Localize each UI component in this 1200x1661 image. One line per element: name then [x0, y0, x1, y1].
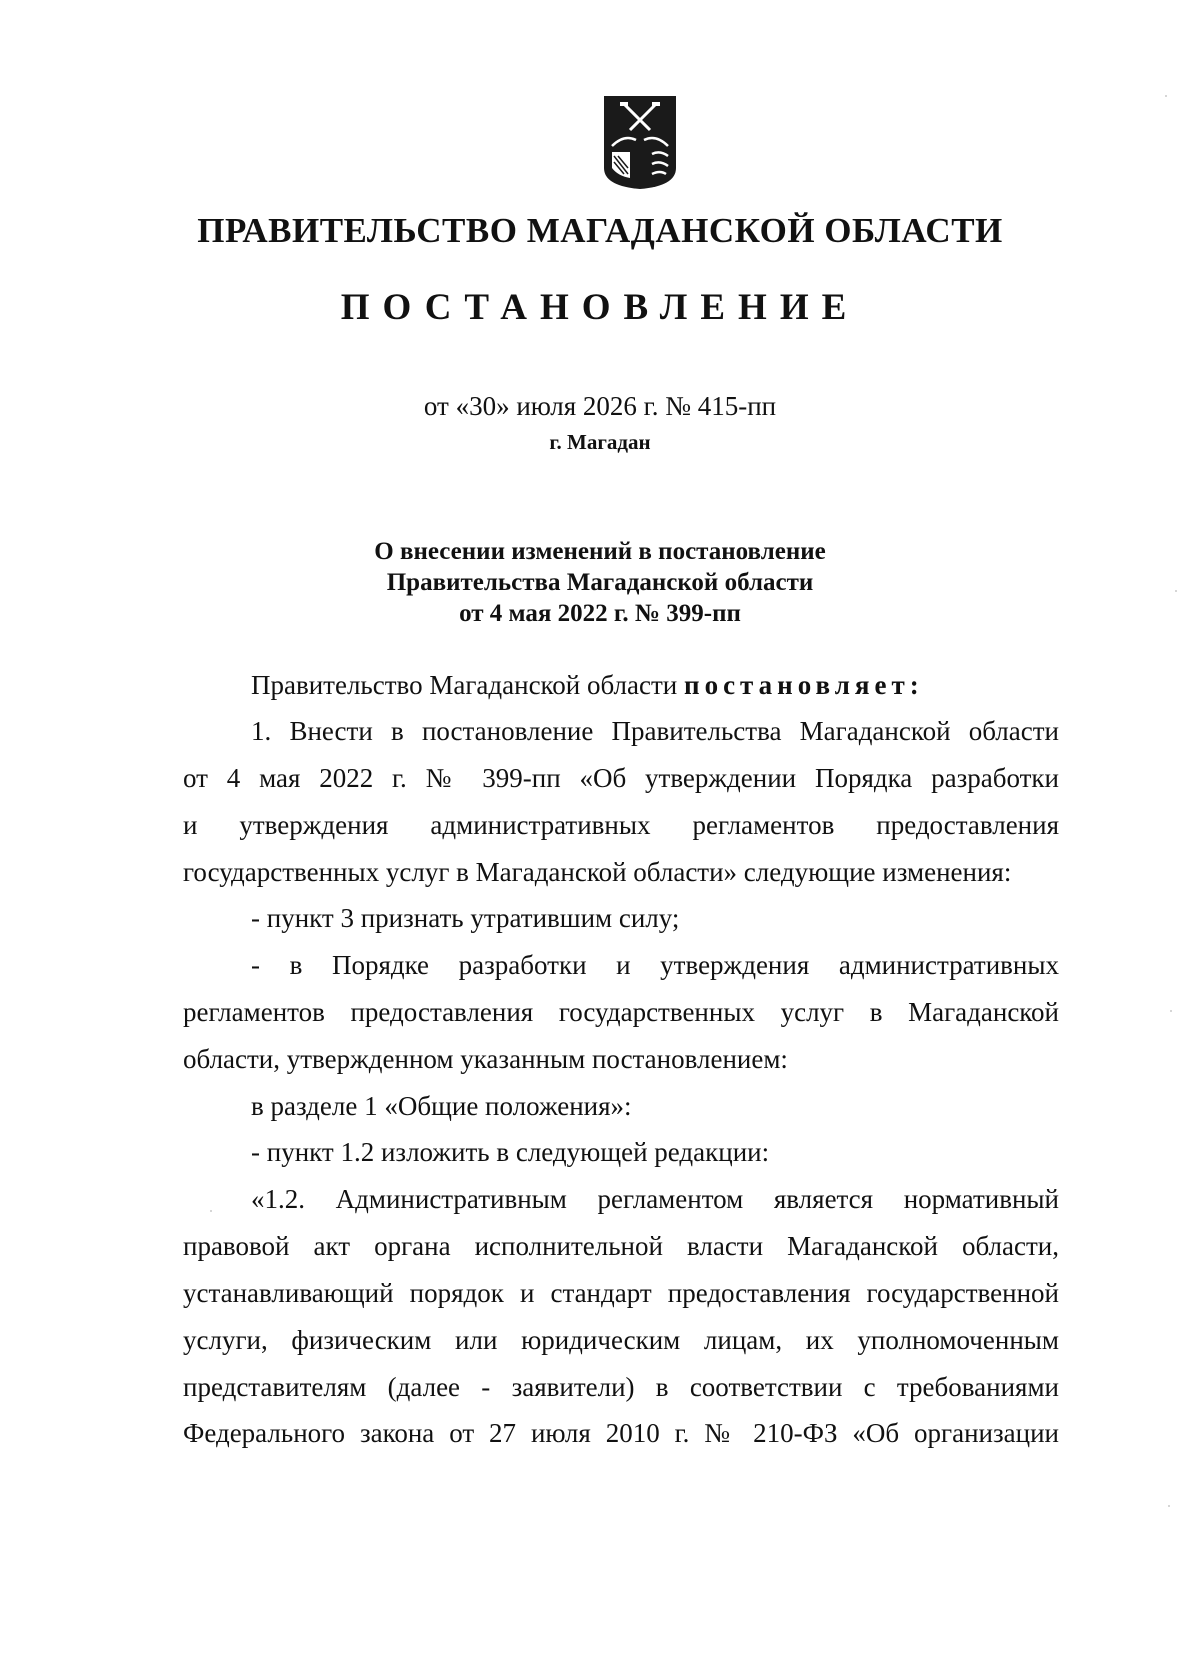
subject-line: от 4 мая 2022 г. № 399-пп [459, 600, 741, 627]
document-city: г. Магадан [549, 430, 651, 454]
body-line: - пункт 1.2 изложить в следующей редакции: [251, 1137, 770, 1167]
subject-line: О внесении изменений в постановление [374, 538, 826, 565]
body-line: представителям (далее - заявители) в соответствии с требованиями [183, 1372, 1059, 1402]
scan-speck [1168, 1505, 1170, 1507]
body-line: устанавливающий порядок и стандарт предоставления государственной [183, 1278, 1059, 1308]
document-type-title: ПОСТАНОВЛЕНИЕ [340, 287, 860, 328]
body-line: государственных услуг в Магаданской области» следующие изменения: [183, 857, 1012, 887]
body-line: и утверждения административных регламентов предоставления [183, 810, 1059, 840]
preamble-action: постановляет: [684, 670, 924, 700]
body-line: Федерального закона от 27 июля 2010 г. № 210-ФЗ «Об организации [183, 1418, 1059, 1448]
body-line: в разделе 1 «Общие положения»: [251, 1091, 632, 1121]
body-line: правовой акт органа исполнительной власти Магаданской области, [183, 1231, 1059, 1261]
magadan-coat-of-arms-icon [600, 94, 680, 190]
body-line: области, утвержденном указанным постановлением: [183, 1044, 788, 1074]
scan-speck [210, 1210, 212, 1212]
body-line: услуги, физическим или юридическим лицам, их уполномоченным [183, 1325, 1059, 1355]
body-line: от 4 мая 2022 г. № 399-пп «Об утверждении Порядка разработки [183, 763, 1059, 793]
organization-title: ПРАВИТЕЛЬСТВО МАГАДАНСКОЙ ОБЛАСТИ [197, 211, 1003, 250]
body-line: - пункт 3 признать утратившим силу; [251, 903, 680, 933]
preamble [183, 670, 1059, 701]
body-line: 1. Внести в постановление Правительства Магаданской области [251, 716, 1059, 746]
body-line: регламентов предоставления государственных услуг в Магаданской [183, 997, 1059, 1027]
subject-line: Правительства Магаданской области [386, 569, 814, 596]
scan-speck [1165, 95, 1167, 97]
preamble-text: Правительство Магаданской области [251, 670, 678, 700]
scan-speck [1170, 1010, 1172, 1012]
scan-speck [1175, 590, 1177, 592]
document-subject [0, 536, 1200, 629]
body-line: - в Порядке разработки и утверждения административных [251, 950, 1059, 980]
document-date-number: от «30» июля 2026 г. № 415-пп [423, 391, 777, 421]
body-line: «1.2. Административным регламентом является нормативный [251, 1184, 1059, 1214]
